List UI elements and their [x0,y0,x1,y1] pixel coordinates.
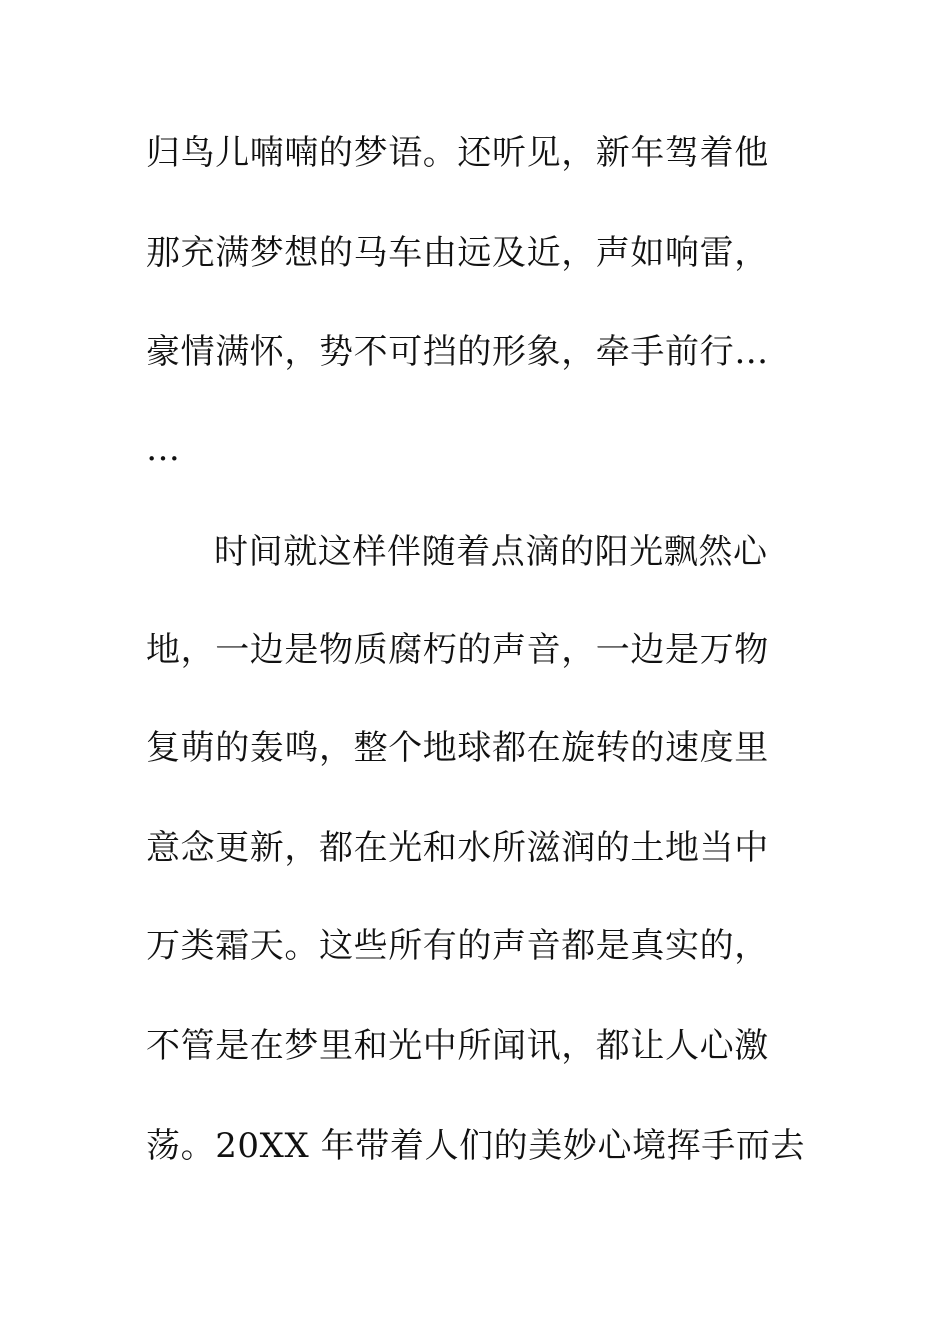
text-line: 不管是在梦里和光中所闻讯，都让人心激 [146,1026,769,1066]
text-line: 意念更新，都在光和水所滋润的土地当中 [146,828,769,868]
text-line: … [146,429,181,469]
text-line: 时间就这样伴随着点滴的阳光飘然心 [214,532,768,572]
text-line: 复萌的轰鸣，整个地球都在旋转的速度里 [146,728,769,768]
text-line: 那充满梦想的马车由远及近，声如响雷， [146,233,769,273]
text-line: 地，一边是物质腐朽的声音，一边是万物 [146,630,769,670]
text-line: 荡。20XX 年带着人们的美妙心境挥手而去 [146,1126,806,1166]
text-line: 豪情满怀，势不可挡的形象，牵手前行… [146,332,769,372]
text-line: 归鸟儿喃喃的梦语。还听见，新年驾着他 [146,133,769,173]
text-line: 万类霜天。这些所有的声音都是真实的， [146,926,769,966]
